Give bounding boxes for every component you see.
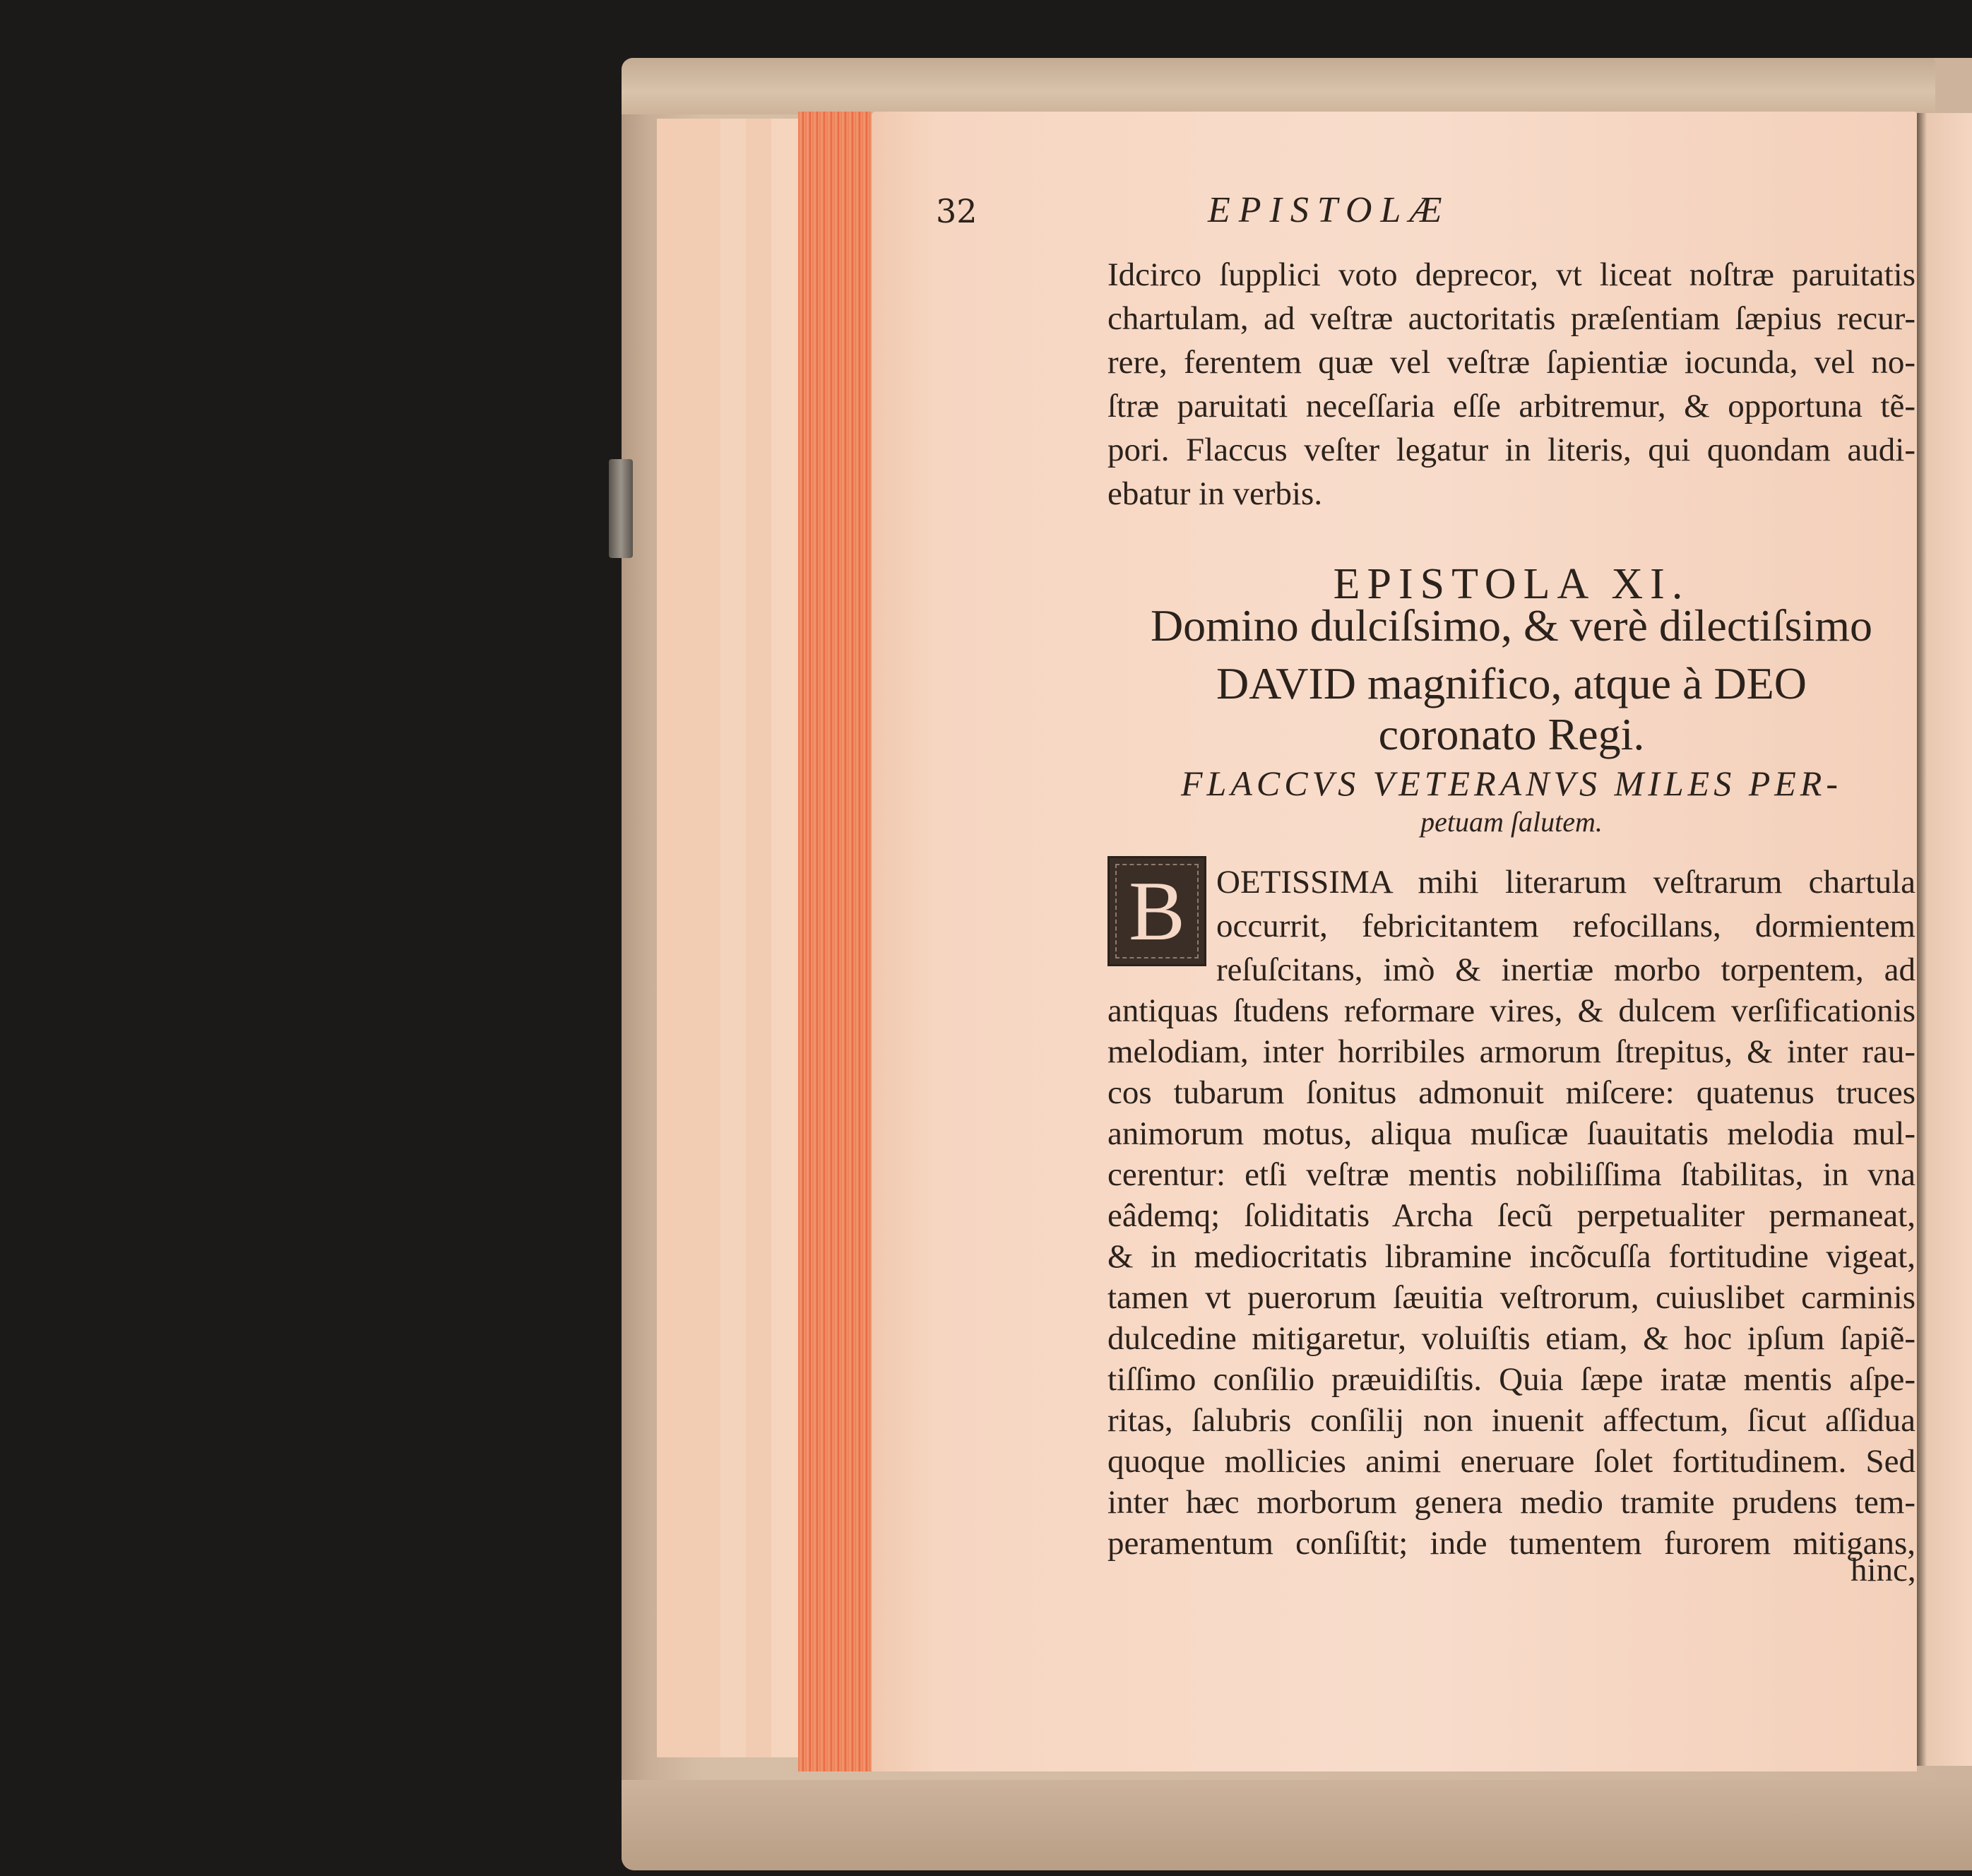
decorated-initial: B: [1107, 856, 1206, 966]
opening-line: rere, ferentem quæ vel veſtræ ſapientiæ iocunda, vel no-: [1107, 344, 1915, 381]
dedication-line: Domino dulciſsimo, & verè dilectiſsimo: [1150, 600, 1873, 651]
page-stack-3: [746, 119, 773, 1757]
dedication-line: coronato Regi.: [1378, 709, 1645, 759]
body-line: dulcedine mitigaretur, voluiſtis etiam, & hoc ipſum ſapiẽ-: [1107, 1320, 1915, 1357]
body-line: antiquas ſtudens reformare vires, & dulcem verſificationis: [1107, 992, 1915, 1029]
opening-line: pori. Flaccus veſter legatur in literis, qui quondam audi-: [1107, 432, 1915, 468]
sender-line: FLACCVS VETERANVS MILES PER-: [1181, 764, 1842, 803]
body-first-line: reſuſcitans, imò & inertiæ morbo torpentem, ad: [1216, 951, 1915, 988]
opening-line: ſtræ paruitati neceſſaria eſſe arbitremur, & opportuna tẽ-: [1107, 388, 1915, 425]
body-line: quoque mollicies animi eneruare ſolet fortitudinem. Sed: [1107, 1443, 1915, 1480]
body-line: melodiam, inter horribiles armorum ſtrepitus, & inter rau-: [1107, 1033, 1915, 1070]
body-line: inter hæc morborum genera medio tramite prudens tem-: [1107, 1484, 1915, 1521]
opening-line: Idcirco ſupplici voto deprecor, vt liceat noſtræ paruitatis: [1107, 256, 1915, 293]
body-line: ritas, ſalubris conſilij non inuenit affectum, ſicut aſſidua: [1107, 1402, 1915, 1439]
sender-line-2: petuam ſalutem.: [1420, 806, 1603, 838]
opening-line: ebatur in verbis.: [1107, 475, 1323, 512]
body-line: tamen vt puerorum ſæuitia veſtrorum, cuiuslibet carminis: [1107, 1279, 1915, 1316]
dedication-line: DAVID magnifico, atque à DEO: [1216, 658, 1807, 708]
body-line: & in mediocritatis libramine incõcuſſa fortitudine vigeat,: [1107, 1238, 1915, 1275]
body-line: animorum motus, aliqua muſicæ ſuauitatis melodia mul-: [1107, 1115, 1915, 1152]
body-line: cerentur: etſi veſtræ mentis nobiliſſima ſtabilitas, in vna: [1107, 1156, 1915, 1193]
catchword: hinc,: [1851, 1552, 1916, 1589]
book-cover-top: [622, 58, 1935, 114]
next-page-edge: [1917, 113, 1972, 1766]
body-line: eâdemq; ſoliditatis Archa ſecũ perpetualiter permaneat,: [1107, 1197, 1915, 1234]
red-page-edges: [798, 112, 872, 1771]
running-title: EPISTOLÆ: [1208, 190, 1451, 230]
body-line: cos tubarum ſonitus admonuit miſcere: quatenus truces: [1107, 1074, 1915, 1111]
clasp: [609, 459, 633, 558]
body-line: peramentum conſiſtit; inde tumentem furorem mitigans,: [1107, 1525, 1915, 1562]
body-first-line: occurrit, febricitantem refocillans, dormientem: [1216, 908, 1915, 944]
page-stack-4: [771, 119, 800, 1757]
opening-line: chartulam, ad veſtræ auctoritatis præſentiam ſæpius recur-: [1107, 300, 1915, 337]
letter-heading: EPISTOLA XI.: [1333, 560, 1690, 608]
page-stack-2: [720, 119, 747, 1757]
page-stack-1: [657, 119, 722, 1757]
body-first-line: OETISSIMA mihi literarum veſtrarum chartula: [1216, 864, 1915, 901]
page-number: 32: [936, 192, 978, 230]
book-cover-bottom: [622, 1780, 1972, 1870]
body-line: tiſſimo conſilio præuidiſtis. Quia ſæpe iratæ mentis aſpe-: [1107, 1361, 1915, 1398]
